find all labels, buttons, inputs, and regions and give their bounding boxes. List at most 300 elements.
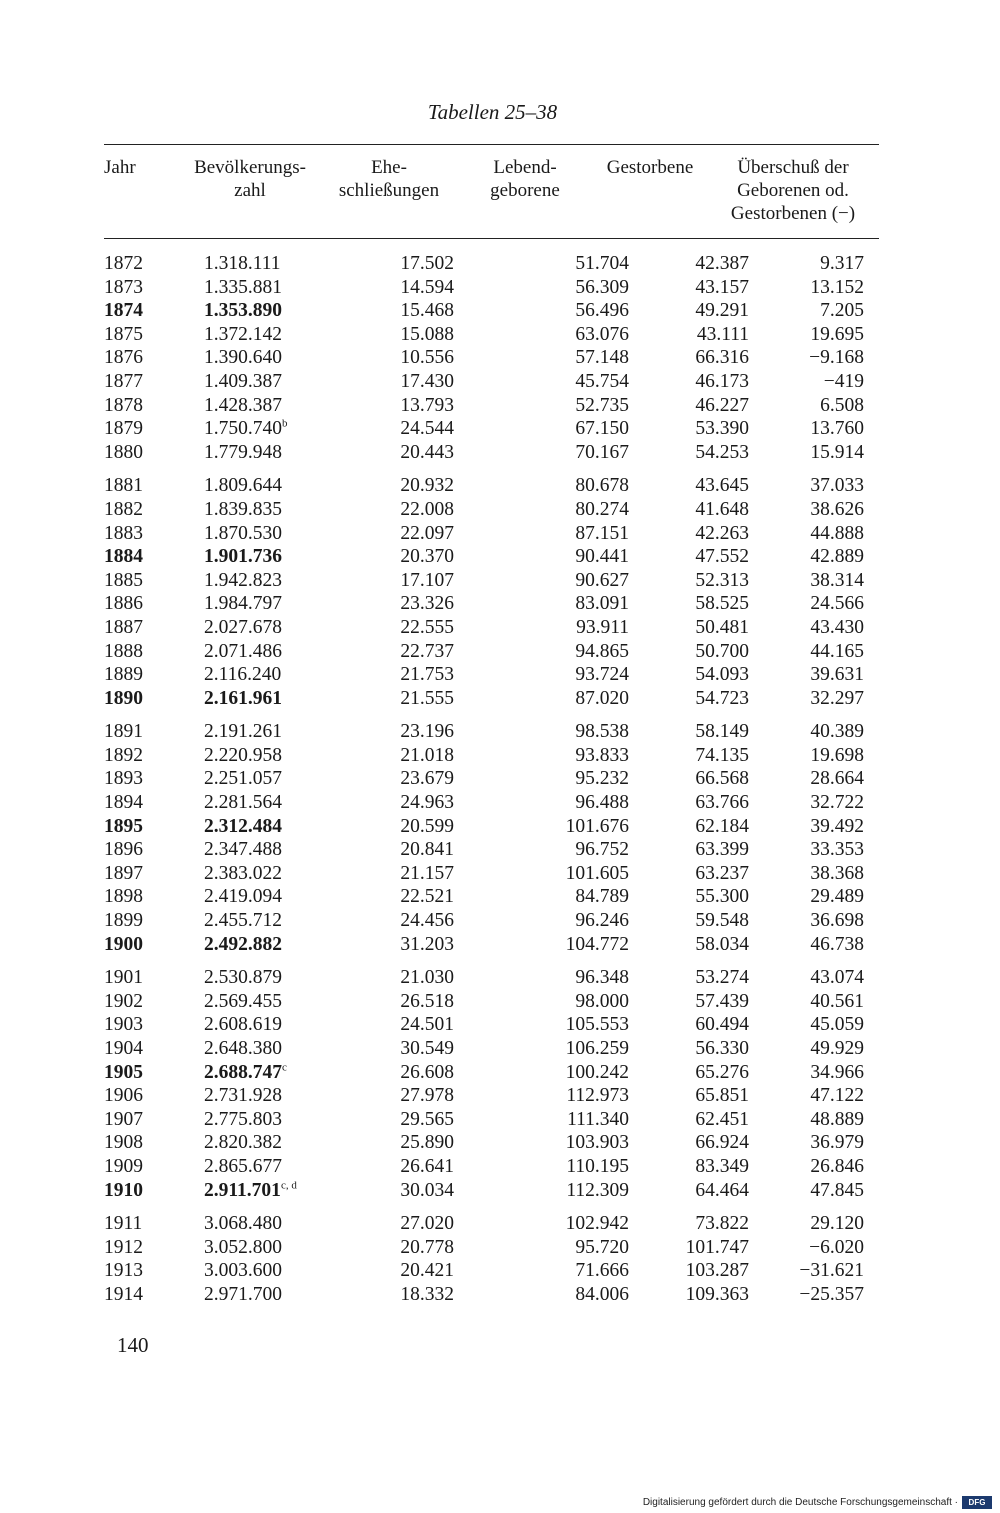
cell-population (174, 862, 349, 886)
cell-surplus (754, 909, 869, 933)
cell-surplus (754, 370, 869, 394)
cell-surplus-value: 29.489 (810, 886, 864, 908)
cell-live-births (494, 791, 634, 815)
cell-live-births (494, 545, 634, 569)
cell-marriages-value: 27.978 (400, 1085, 454, 1107)
cell-population-value: 2.161.961 (204, 687, 282, 709)
cell-marriages-value: 10.556 (400, 347, 454, 369)
cell-year (104, 252, 174, 276)
cell-year-value: 1905 (104, 1061, 143, 1083)
cell-year-value: 1907 (104, 1108, 143, 1130)
cell-deaths-value: 53.274 (695, 967, 749, 989)
cell-population-value: 2.530.879 (204, 967, 282, 989)
cell-live-births-value: 80.678 (575, 475, 629, 497)
cell-marriages-value: 30.034 (400, 1179, 454, 1201)
cell-deaths-value: 50.481 (695, 616, 749, 638)
cell-deaths-value: 65.851 (695, 1085, 749, 1107)
cell-live-births (494, 990, 634, 1014)
cell-surplus-value: −31.621 (799, 1260, 864, 1282)
cell-population-value: 2.911.701 (204, 1179, 281, 1201)
cell-live-births (494, 1283, 634, 1307)
cell-year-value: 1893 (104, 768, 143, 790)
cell-marriages (349, 323, 494, 347)
cell-surplus-value: 37.033 (810, 475, 864, 497)
cell-surplus (754, 791, 869, 815)
cell-deaths-value: 58.034 (695, 933, 749, 955)
cell-year-value: 1909 (104, 1155, 143, 1177)
cell-live-births (494, 1013, 634, 1037)
cell-deaths (634, 838, 754, 862)
cell-year-value: 1881 (104, 475, 143, 497)
table-body (104, 252, 869, 1307)
cell-marriages (349, 545, 494, 569)
cell-population (174, 394, 349, 418)
cell-surplus (754, 545, 869, 569)
cell-live-births (494, 1155, 634, 1179)
table-row (104, 687, 869, 711)
cell-year (104, 394, 174, 418)
cell-live-births-value: 100.242 (565, 1061, 629, 1083)
cell-live-births (494, 592, 634, 616)
cell-year (104, 909, 174, 933)
cell-live-births (494, 464, 634, 498)
cell-surplus-value: 48.889 (810, 1108, 864, 1130)
footnote-marker: c (282, 1061, 287, 1074)
cell-deaths (634, 1179, 754, 1203)
cell-surplus-value: 36.979 (810, 1132, 864, 1154)
cell-population (174, 1179, 349, 1203)
cell-population-value: 2.071.486 (204, 640, 282, 662)
cell-year-value: 1910 (104, 1179, 143, 1201)
table-row (104, 522, 869, 546)
cell-year (104, 990, 174, 1014)
cell-surplus-value: 24.566 (810, 593, 864, 615)
table-row (104, 616, 869, 640)
cell-marriages (349, 663, 494, 687)
cell-deaths (634, 1155, 754, 1179)
cell-marriages-value: 21.030 (400, 967, 454, 989)
cell-marriages-value: 17.107 (400, 569, 454, 591)
cell-marriages (349, 592, 494, 616)
cell-year (104, 791, 174, 815)
table-row (104, 990, 869, 1014)
header-lebendgeborene: Lebend- geborene (490, 157, 560, 201)
cell-deaths-value: 66.568 (695, 768, 749, 790)
cell-marriages-value: 22.521 (400, 886, 454, 908)
cell-live-births (494, 933, 634, 957)
cell-live-births-value: 95.232 (575, 768, 629, 790)
cell-marriages (349, 640, 494, 664)
cell-population-value: 2.971.700 (204, 1283, 282, 1305)
cell-population (174, 663, 349, 687)
cell-deaths-value: 101.747 (685, 1236, 749, 1258)
cell-live-births-value: 63.076 (575, 323, 629, 345)
cell-live-births (494, 498, 634, 522)
cell-year (104, 276, 174, 300)
cell-population (174, 1084, 349, 1108)
cell-live-births-value: 101.676 (565, 815, 629, 837)
cell-surplus-value: 39.492 (810, 815, 864, 837)
table-row (104, 276, 869, 300)
cell-deaths (634, 276, 754, 300)
cell-surplus-value: 6.508 (820, 394, 864, 416)
cell-live-births-value: 112.973 (566, 1085, 629, 1107)
cell-surplus (754, 990, 869, 1014)
cell-surplus-value: −419 (823, 370, 864, 392)
cell-population (174, 791, 349, 815)
cell-surplus (754, 252, 869, 276)
cell-year-value: 1883 (104, 522, 143, 544)
cell-year (104, 663, 174, 687)
cell-population (174, 744, 349, 768)
cell-deaths-value: 103.287 (685, 1260, 749, 1282)
cell-year (104, 370, 174, 394)
cell-marriages-value: 15.088 (400, 323, 454, 345)
cell-population (174, 933, 349, 957)
cell-year (104, 299, 174, 323)
cell-deaths (634, 464, 754, 498)
table-row (104, 1013, 869, 1037)
cell-year-value: 1879 (104, 418, 143, 440)
cell-surplus (754, 1202, 869, 1236)
cell-deaths (634, 441, 754, 465)
cell-marriages (349, 815, 494, 839)
cell-surplus-value: −25.357 (799, 1283, 864, 1305)
cell-year (104, 744, 174, 768)
cell-marriages-value: 31.203 (400, 933, 454, 955)
cell-surplus-value: 39.631 (810, 664, 864, 686)
cell-live-births (494, 885, 634, 909)
cell-marriages (349, 1259, 494, 1283)
table-row (104, 1084, 869, 1108)
cell-live-births (494, 909, 634, 933)
table-row (104, 417, 869, 441)
cell-population (174, 990, 349, 1014)
cell-marriages-value: 23.196 (400, 721, 454, 743)
cell-deaths (634, 1037, 754, 1061)
cell-marriages (349, 370, 494, 394)
cell-surplus (754, 464, 869, 498)
cell-population-value: 2.116.240 (204, 664, 282, 686)
cell-deaths (634, 498, 754, 522)
cell-year (104, 323, 174, 347)
table-row (104, 441, 869, 465)
cell-surplus (754, 710, 869, 744)
cell-marriages (349, 885, 494, 909)
cell-population-value: 2.281.564 (204, 792, 282, 814)
cell-marriages (349, 417, 494, 441)
cell-year (104, 1084, 174, 1108)
cell-year (104, 616, 174, 640)
cell-marriages (349, 1013, 494, 1037)
cell-live-births (494, 710, 634, 744)
cell-population-value: 1.335.881 (204, 276, 282, 298)
cell-surplus-value: 45.059 (810, 1014, 864, 1036)
cell-live-births-value: 111.340 (567, 1108, 629, 1130)
cell-population-value: 1.870.530 (204, 522, 282, 544)
cell-year (104, 640, 174, 664)
cell-surplus-value: 47.845 (810, 1179, 864, 1201)
cell-deaths-value: 59.548 (695, 910, 749, 932)
cell-surplus-value: 19.698 (810, 744, 864, 766)
table-row (104, 545, 869, 569)
cell-year-value: 1876 (104, 347, 143, 369)
cell-live-births-value: 95.720 (575, 1236, 629, 1258)
cell-live-births-value: 93.724 (575, 664, 629, 686)
cell-live-births (494, 1179, 634, 1203)
cell-marriages (349, 346, 494, 370)
cell-year-value: 1911 (104, 1213, 143, 1235)
cell-deaths-value: 57.439 (695, 990, 749, 1012)
cell-marriages (349, 710, 494, 744)
table-row (104, 498, 869, 522)
cell-population-value: 3.068.480 (204, 1213, 282, 1235)
cell-live-births-value: 98.000 (575, 990, 629, 1012)
cell-deaths (634, 815, 754, 839)
footnote-marker: c, d (280, 1179, 297, 1192)
cell-surplus-value: −9.168 (809, 347, 864, 369)
cell-deaths-value: 42.387 (695, 253, 749, 274)
cell-marriages (349, 1131, 494, 1155)
cell-year (104, 767, 174, 791)
cell-population-value: 2.688.747 (204, 1061, 282, 1083)
cell-deaths (634, 616, 754, 640)
cell-marriages (349, 1084, 494, 1108)
cell-year (104, 1283, 174, 1307)
cell-year-value: 1892 (104, 744, 143, 766)
cell-live-births-value: 96.348 (575, 967, 629, 989)
cell-deaths (634, 990, 754, 1014)
cell-marriages-value: 20.370 (400, 546, 454, 568)
cell-year-value: 1895 (104, 815, 143, 837)
cell-population (174, 710, 349, 744)
cell-deaths-value: 46.227 (695, 394, 749, 416)
cell-population-value: 2.383.022 (204, 862, 282, 884)
cell-year-value: 1906 (104, 1085, 143, 1107)
cell-year (104, 1013, 174, 1037)
cell-deaths (634, 710, 754, 744)
cell-population (174, 592, 349, 616)
cell-population-value: 1.409.387 (204, 370, 282, 392)
table-row (104, 1236, 869, 1260)
cell-marriages (349, 1061, 494, 1085)
cell-year (104, 441, 174, 465)
cell-deaths (634, 862, 754, 886)
cell-deaths (634, 522, 754, 546)
cell-live-births-value: 104.772 (565, 933, 629, 955)
cell-deaths (634, 299, 754, 323)
cell-year (104, 710, 174, 744)
table-row (104, 370, 869, 394)
cell-live-births-value: 94.865 (575, 640, 629, 662)
cell-year-value: 1914 (104, 1283, 143, 1305)
cell-marriages-value: 20.932 (400, 475, 454, 497)
table-row (104, 1202, 869, 1236)
cell-population-value: 2.731.928 (204, 1085, 282, 1107)
cell-deaths-value: 83.349 (695, 1155, 749, 1177)
cell-live-births-value: 98.538 (575, 721, 629, 743)
cell-year-value: 1874 (104, 300, 143, 322)
cell-year (104, 1061, 174, 1085)
cell-marriages (349, 687, 494, 711)
cell-marriages-value: 26.608 (400, 1061, 454, 1083)
cell-population-value: 1.318.111 (204, 253, 281, 274)
cell-surplus-value: 40.561 (810, 990, 864, 1012)
cell-year (104, 1108, 174, 1132)
cell-year-value: 1900 (104, 933, 143, 955)
cell-year (104, 1179, 174, 1203)
header-bottom-rule (104, 238, 879, 239)
cell-marriages (349, 522, 494, 546)
cell-year (104, 815, 174, 839)
cell-marriages (349, 791, 494, 815)
cell-deaths-value: 43.111 (696, 323, 749, 345)
cell-year (104, 417, 174, 441)
cell-deaths (634, 956, 754, 990)
cell-population-value: 1.390.640 (204, 347, 282, 369)
cell-year-value: 1891 (104, 721, 143, 743)
cell-live-births-value: 93.911 (576, 616, 629, 638)
cell-marriages-value: 24.456 (400, 910, 454, 932)
cell-marriages (349, 909, 494, 933)
cell-population (174, 885, 349, 909)
cell-surplus-value: 38.368 (810, 862, 864, 884)
table-row (104, 1283, 869, 1307)
cell-marriages-value: 21.555 (400, 687, 454, 709)
cell-live-births (494, 299, 634, 323)
cell-population (174, 616, 349, 640)
table-row (104, 838, 869, 862)
cell-surplus (754, 1061, 869, 1085)
cell-population-value: 2.775.803 (204, 1108, 282, 1130)
cell-marriages (349, 990, 494, 1014)
cell-population-value: 2.865.677 (204, 1155, 282, 1177)
cell-live-births-value: 112.309 (566, 1179, 629, 1201)
cell-live-births-value: 90.441 (575, 546, 629, 568)
cell-year-value: 1899 (104, 910, 143, 932)
cell-population (174, 370, 349, 394)
cell-population (174, 956, 349, 990)
cell-live-births-value: 110.195 (566, 1155, 629, 1177)
cell-live-births (494, 862, 634, 886)
cell-marriages (349, 276, 494, 300)
cell-population (174, 1155, 349, 1179)
cell-year-value: 1908 (104, 1132, 143, 1154)
header-ueberschuss: Überschuß der Geborenen od. Gestorbenen (−) (730, 157, 856, 224)
table-row (104, 464, 869, 498)
cell-live-births (494, 815, 634, 839)
cell-deaths-value: 55.300 (695, 886, 749, 908)
cell-deaths-value: 74.135 (695, 744, 749, 766)
cell-live-births (494, 1108, 634, 1132)
cell-marriages (349, 616, 494, 640)
cell-live-births (494, 640, 634, 664)
cell-year-value: 1886 (104, 593, 143, 615)
cell-deaths-value: 43.157 (695, 276, 749, 298)
cell-population (174, 1202, 349, 1236)
cell-surplus-value: 38.626 (810, 498, 864, 520)
cell-marriages (349, 464, 494, 498)
table-row (104, 663, 869, 687)
cell-marriages-value: 24.963 (400, 792, 454, 814)
cell-surplus (754, 862, 869, 886)
cell-marriages (349, 1037, 494, 1061)
cell-population-value: 2.347.488 (204, 839, 282, 861)
cell-marriages (349, 1179, 494, 1203)
table-top-rule (104, 144, 879, 145)
cell-year-value: 1888 (104, 640, 143, 662)
cell-live-births-value: 101.605 (565, 862, 629, 884)
cell-live-births-value: 96.246 (575, 910, 629, 932)
cell-surplus-value: 36.698 (810, 910, 864, 932)
cell-population-value: 2.312.484 (204, 815, 282, 837)
cell-marriages-value: 25.890 (400, 1132, 454, 1154)
cell-marriages (349, 498, 494, 522)
cell-marriages (349, 744, 494, 768)
cell-year-value: 1898 (104, 886, 143, 908)
cell-marriages (349, 1155, 494, 1179)
cell-year-value: 1904 (104, 1038, 143, 1059)
cell-deaths (634, 323, 754, 347)
cell-population (174, 1131, 349, 1155)
cell-surplus (754, 1259, 869, 1283)
cell-deaths-value: 53.390 (695, 418, 749, 440)
table-row (104, 791, 869, 815)
cell-deaths-value: 46.173 (695, 370, 749, 392)
table-row (104, 299, 869, 323)
table-row (104, 744, 869, 768)
cell-live-births-value: 45.754 (575, 370, 629, 392)
cell-year (104, 1037, 174, 1061)
cell-population-value: 2.027.678 (204, 616, 282, 638)
cell-deaths (634, 592, 754, 616)
cell-deaths (634, 767, 754, 791)
cell-deaths (634, 545, 754, 569)
table-row (104, 1155, 869, 1179)
cell-population-value: 2.492.882 (204, 933, 282, 955)
cell-surplus-value: −6.020 (809, 1236, 864, 1258)
cell-marriages-value: 18.332 (400, 1283, 454, 1305)
cell-surplus (754, 885, 869, 909)
cell-year-value: 1901 (104, 967, 143, 989)
cell-surplus (754, 1283, 869, 1307)
cell-marriages (349, 1202, 494, 1236)
cell-live-births (494, 1131, 634, 1155)
cell-population-value: 1.779.948 (204, 441, 282, 463)
cell-surplus (754, 592, 869, 616)
cell-live-births (494, 838, 634, 862)
cell-deaths (634, 1061, 754, 1085)
cell-marriages (349, 394, 494, 418)
cell-marriages-value: 20.599 (400, 815, 454, 837)
cell-marriages-value: 22.008 (400, 498, 454, 520)
cell-surplus-value: 49.929 (810, 1038, 864, 1059)
cell-population-value: 1.839.835 (204, 498, 282, 520)
cell-live-births-value: 67.150 (575, 418, 629, 440)
cell-population (174, 1283, 349, 1307)
cell-deaths (634, 1202, 754, 1236)
cell-marriages-value: 30.549 (400, 1038, 454, 1059)
cell-surplus (754, 1037, 869, 1061)
cell-live-births (494, 1236, 634, 1260)
cell-marriages-value: 20.421 (400, 1260, 454, 1282)
cell-surplus-value: 46.738 (810, 933, 864, 955)
cell-population (174, 569, 349, 593)
table-row (104, 1259, 869, 1283)
cell-live-births (494, 569, 634, 593)
table-row (104, 885, 869, 909)
cell-deaths-value: 54.093 (695, 664, 749, 686)
